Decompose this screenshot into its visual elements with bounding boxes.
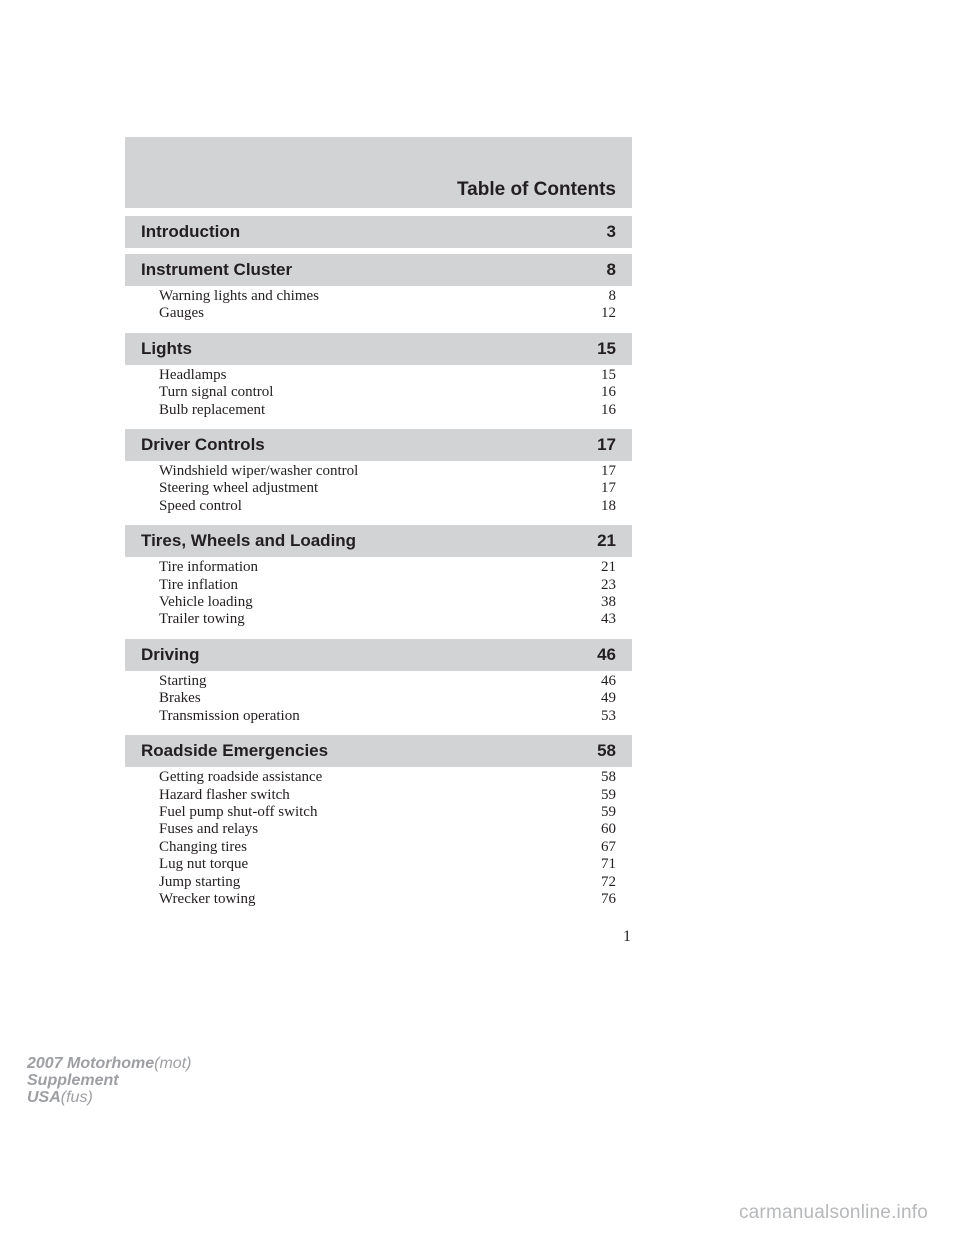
- watermark: carmanualsonline.info: [738, 1202, 928, 1223]
- section-title: Roadside Emergencies: [141, 741, 329, 761]
- footer-line-3: USA(fus): [27, 1089, 93, 1106]
- footer-line-1: 2007 Motorhome(mot): [27, 1055, 192, 1072]
- entry-page: 18: [601, 497, 616, 514]
- entry-page: 71: [601, 856, 616, 873]
- toc-section-heading[interactable]: [125, 216, 632, 248]
- toc-entry[interactable]: [159, 463, 616, 480]
- entry-page: 16: [601, 401, 616, 418]
- entry-page: 23: [601, 576, 616, 593]
- entry-label: Jump starting: [159, 873, 241, 890]
- toc-entry[interactable]: [159, 673, 616, 690]
- toc-item-list: [125, 557, 632, 633]
- section-title: Driver Controls: [141, 435, 265, 455]
- toc-entry[interactable]: [159, 769, 616, 786]
- toc-section-heading[interactable]: [125, 735, 632, 767]
- entry-label: Steering wheel adjustment: [159, 480, 319, 497]
- entry-label: Wrecker towing: [159, 890, 256, 907]
- toc-entry[interactable]: [159, 708, 616, 725]
- entry-page: 15: [601, 366, 616, 383]
- toc-entry[interactable]: [159, 402, 616, 419]
- entry-label: Turn signal control: [159, 384, 274, 401]
- toc-entry[interactable]: [159, 559, 616, 576]
- page-header: [125, 137, 632, 208]
- entry-label: Starting: [159, 672, 207, 689]
- section-title: Introduction: [141, 222, 241, 241]
- toc-entry[interactable]: [159, 305, 616, 322]
- section-title: Lights: [141, 338, 192, 358]
- toc-item-list: [125, 767, 632, 912]
- entry-label: Bulb replacement: [159, 401, 266, 418]
- toc-entry[interactable]: [159, 787, 616, 804]
- toc-entry[interactable]: [159, 874, 616, 891]
- toc-section: [125, 735, 632, 912]
- entry-label: Speed control: [159, 497, 242, 514]
- section-page: 8: [606, 260, 616, 279]
- entry-label: Lug nut torque: [159, 856, 249, 873]
- entry-label: Headlamps: [159, 366, 227, 383]
- toc-section: [125, 525, 632, 633]
- page-title: Table of Contents: [456, 179, 616, 200]
- toc-entry[interactable]: [159, 690, 616, 707]
- section-title: Driving: [141, 644, 200, 664]
- entry-label: Trailer towing: [159, 611, 245, 628]
- table-of-contents: [125, 216, 632, 918]
- entry-page: 17: [601, 463, 616, 480]
- entry-label: Transmission operation: [159, 707, 300, 724]
- toc-entry[interactable]: [159, 480, 616, 497]
- entry-page: 8: [608, 288, 616, 304]
- toc-section-heading[interactable]: [125, 254, 632, 286]
- section-page: 21: [597, 531, 616, 551]
- toc-section: [125, 333, 632, 423]
- entry-label: Windshield wiper/washer control: [159, 463, 359, 480]
- entry-label: Gauges: [159, 305, 204, 322]
- entry-page: 72: [601, 873, 616, 890]
- toc-section-heading[interactable]: [125, 639, 632, 671]
- toc-entry[interactable]: [159, 891, 616, 908]
- section-page: 3: [606, 222, 616, 241]
- toc-entry[interactable]: [159, 611, 616, 628]
- entry-page: 21: [601, 559, 616, 576]
- toc-item-list: [125, 671, 632, 729]
- toc-section-heading[interactable]: [125, 525, 632, 557]
- toc-entry[interactable]: [159, 384, 616, 401]
- section-title: Instrument Cluster: [141, 260, 293, 279]
- entry-page: 53: [601, 707, 616, 724]
- entry-page: 43: [601, 611, 616, 628]
- section-page: 58: [597, 741, 616, 761]
- toc-item-list: [125, 365, 632, 423]
- section-title: Tires, Wheels and Loading: [141, 531, 357, 551]
- toc-section-heading[interactable]: [125, 429, 632, 461]
- entry-page: 59: [601, 786, 616, 803]
- toc-entry[interactable]: [159, 367, 616, 384]
- toc-entry[interactable]: [159, 498, 616, 515]
- entry-label: Hazard flasher switch: [159, 786, 290, 803]
- section-page: 46: [597, 644, 616, 664]
- page-number: 1: [623, 928, 631, 945]
- toc-entry[interactable]: [159, 288, 616, 305]
- entry-label: Fuses and relays: [159, 821, 259, 838]
- entry-page: 76: [601, 890, 616, 907]
- entry-page: 67: [601, 838, 616, 855]
- section-page: 17: [597, 435, 616, 455]
- entry-page: 17: [601, 480, 616, 497]
- entry-label: Fuel pump shut-off switch: [159, 803, 318, 820]
- entry-label: Brakes: [159, 690, 201, 707]
- toc-item-list: [125, 286, 632, 327]
- toc-entry[interactable]: [159, 856, 616, 873]
- entry-label: Tire information: [159, 559, 259, 576]
- entry-label: Getting roadside assistance: [159, 769, 323, 786]
- entry-page: 60: [601, 821, 616, 838]
- toc-section: [125, 254, 632, 327]
- toc-section: [125, 429, 632, 519]
- entry-page: 38: [601, 594, 616, 611]
- toc-entry[interactable]: [159, 821, 616, 838]
- toc-section: [125, 216, 632, 248]
- entry-page: 58: [601, 769, 616, 786]
- toc-entry[interactable]: [159, 577, 616, 594]
- entry-label: Changing tires: [159, 838, 247, 855]
- toc-section-heading[interactable]: [125, 333, 632, 365]
- entry-page: 59: [601, 803, 616, 820]
- entry-label: Vehicle loading: [159, 594, 253, 611]
- toc-section: [125, 639, 632, 729]
- entry-page: 49: [601, 690, 616, 707]
- footer-line-2: Supplement: [27, 1072, 119, 1089]
- document-footer: [27, 1055, 191, 1106]
- toc-entry[interactable]: [159, 839, 616, 856]
- entry-label: Tire inflation: [159, 576, 239, 593]
- section-page: 15: [597, 338, 616, 358]
- entry-page: 12: [601, 305, 616, 322]
- entry-label: Warning lights and chimes: [159, 288, 320, 304]
- toc-entry[interactable]: [159, 594, 616, 611]
- entry-page: 16: [601, 384, 616, 401]
- toc-item-list: [125, 461, 632, 519]
- toc-entry[interactable]: [159, 804, 616, 821]
- entry-page: 46: [601, 672, 616, 689]
